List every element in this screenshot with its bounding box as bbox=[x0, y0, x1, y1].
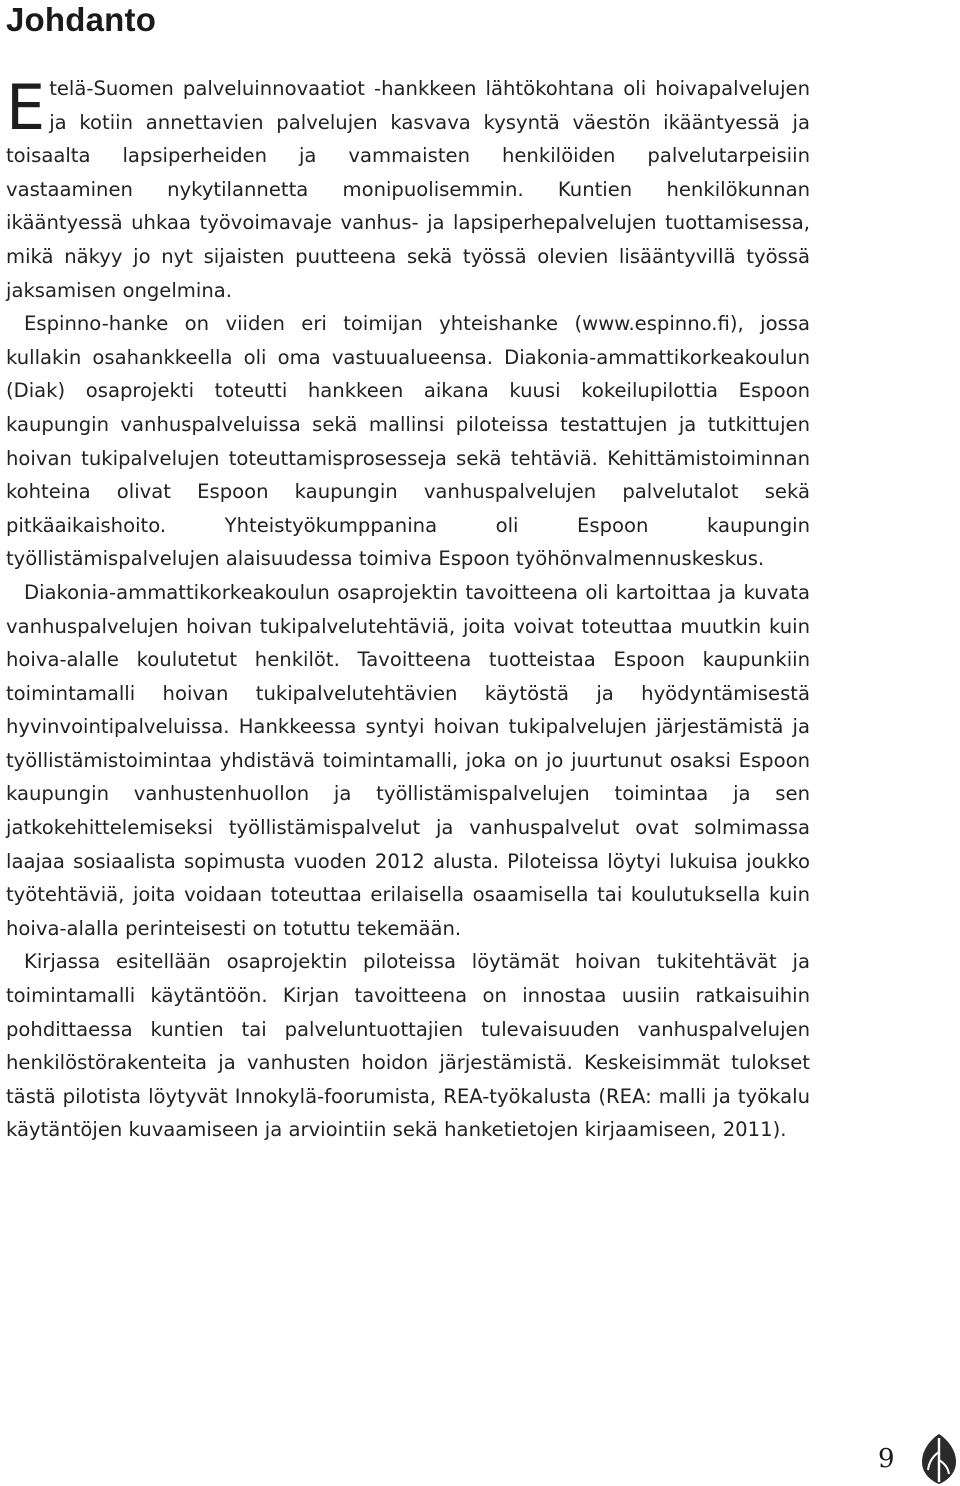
drop-cap: E bbox=[6, 71, 46, 144]
page-title: Johdanto bbox=[6, 1, 157, 38]
page-number: 9 bbox=[878, 1444, 895, 1474]
paragraph-1-text: telä-Suomen palveluinnovaatiot -hankkeen lähtökohtana oli hoivapalvelujen ja kotiin annettavien palvelujen kasvava kysyntä väestön ikääntyessä ja toisaalta lapsiperheiden ja vammaisten henkilöiden palvelutarpeisiin vastaaminen nykytilannetta monipuolisemmin. Kuntien henkilökunnan ikääntyessä uhkaa työvoimavaje vanhus- ja lapsiperhepalvelujen tuottamisessa, mikä näkyy jo nyt sijaisten puutteena sekä työssä olevien lisääntyvillä työssä jaksamisen ongelmina. bbox=[6, 77, 810, 302]
paragraph-3: Diakonia-ammattikorkeakoulun osaprojektin tavoitteena oli kartoittaa ja kuvata vanhuspalvelujen hoivan tukipalvelutehtäviä, joita voivat toteuttaa muutkin kuin hoiva-alalle koulutetut henkilöt. Tavoitteena tuotteistaa Espoon kaupunkiin toimintamalli hoivan tukipalvelutehtävien käytöstä ja hyödyntämisestä hyvinvointipalveluissa. Hankkeessa syntyi hoivan tukipalvelujen järjestämistä ja työllistämistoimintaa yhdistävä toimintamalli, joka on jo juurtunut osaksi Espoon kaupungin vanhustenhuollon ja työllistämispalvelujen toimintaa ja sen jatkokehittelemiseksi työllistämispalvelut ja vanhuspalvelut ovat solmimassa laajaa sosiaalista sopimusta vuoden 2012 alusta. Piloteissa löytyi lukuisa joukko työtehtäviä, joita voidaan toteuttaa erilaisella osaamisella tai koulutuksella kuin hoiva-alalla perinteisesti on totuttu tekemään. bbox=[6, 580, 810, 940]
publisher-leaf-logo-icon bbox=[918, 1432, 960, 1486]
paragraph-4: Kirjassa esitellään osaprojektin piloteissa löytämät hoivan tukitehtävät ja toimintamalli käytäntöön. Kirjan tavoitteena on innostaa uusiin ratkaisuihin pohdittaessa kuntien tai palveluntuottajien tulevaisuuden vanhuspalvelujen henkilöstörakenteita ja vanhusten hoidon järjestämistä. Keskeisimmät tulokset tästä pilotista löytyvät Innokylä-foorumista, REA-työkalusta (REA: malli ja työkalu käytäntöjen kuvaamiseen ja arviointiin sekä hanketietojen kirjaamiseen, 2011). bbox=[6, 950, 810, 1142]
paragraph-2: Espinno-hanke on viiden eri toimijan yhteishanke (www.espinno.fi), jossa kullakin osahankkeella oli oma vastuualueensa. Diakonia-ammattikorkeakoulun (Diak) osaprojekti toteutti hankkeen aikana kuusi kokeilupilottia Espoon kaupungin vanhuspalveluissa sekä mallinsi piloteissa testattujen ja tutkittujen hoivan tukipalvelujen toteuttamisprosesseja sekä tehtäviä. Kehittämistoiminnan kohteina olivat Espoon kaupungin vanhuspalvelujen palvelutalot sekä pitkäaikaishoito. Yhteistyökumppanina oli Espoon kaupungin työllistämispalvelujen alaisuudessa toimiva Espoon työhönvalmennuskeskus. bbox=[6, 312, 810, 571]
paragraph-1 bbox=[6, 72, 810, 307]
body-text bbox=[6, 72, 810, 1147]
